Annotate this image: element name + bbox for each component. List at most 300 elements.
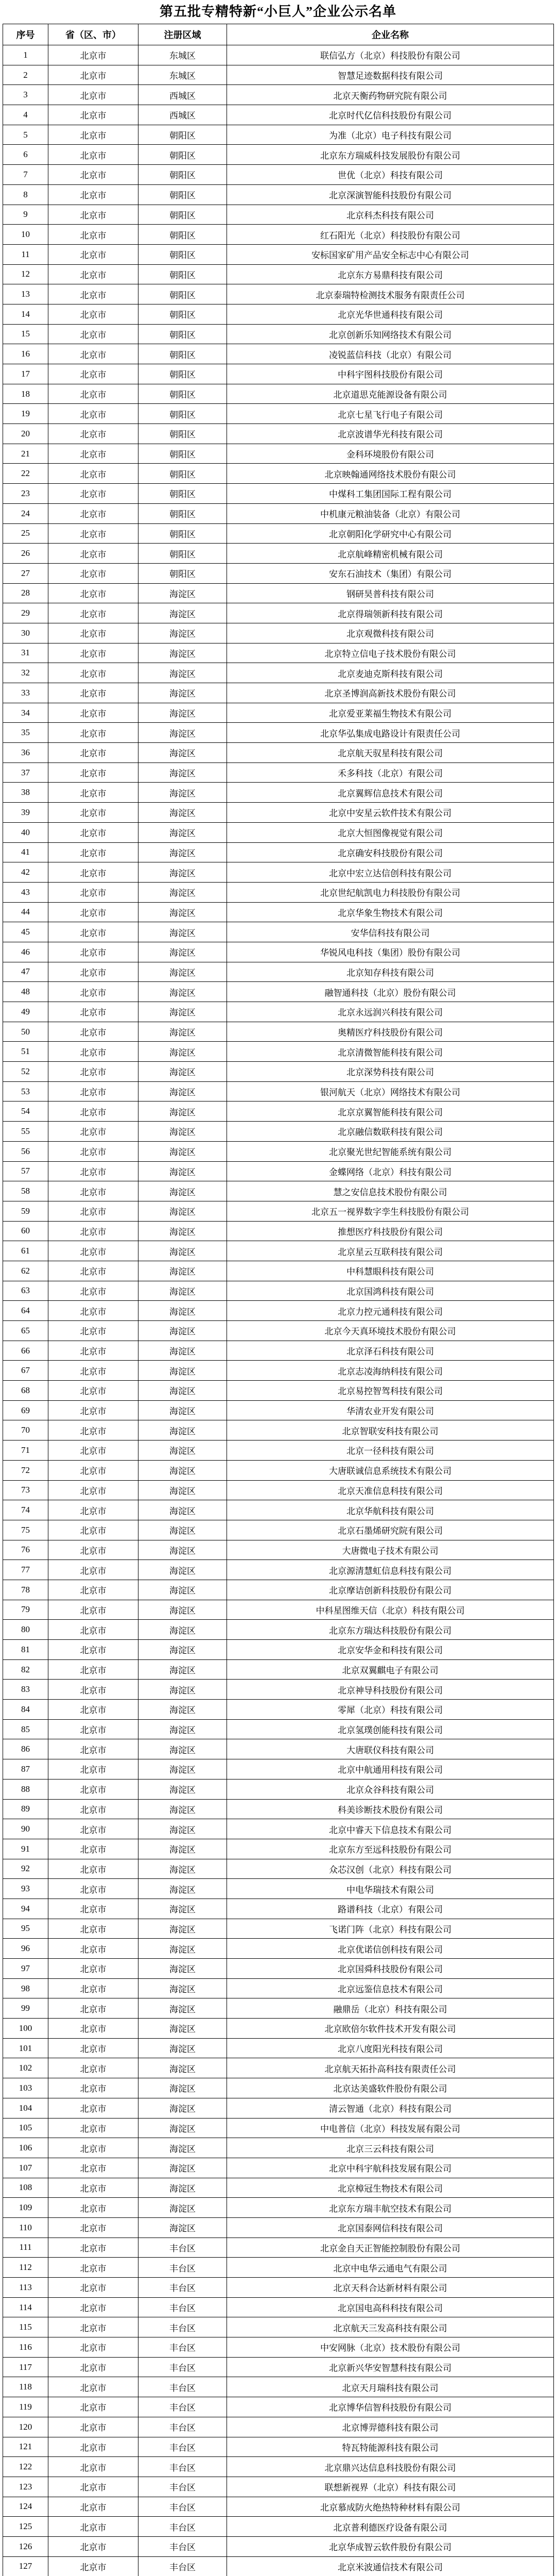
cell-province: 北京市 bbox=[48, 603, 138, 623]
cell-province: 北京市 bbox=[48, 2556, 138, 2576]
table-row bbox=[3, 2178, 554, 2198]
cell-company-name: 北京国舜科技股份有限公司 bbox=[227, 1959, 554, 1979]
cell-index: 65 bbox=[3, 1321, 48, 1341]
cell-company-name: 北京智联安科技有限公司 bbox=[227, 1420, 554, 1440]
cell-index: 103 bbox=[3, 2078, 48, 2098]
cell-province: 北京市 bbox=[48, 922, 138, 942]
cell-district: 丰台区 bbox=[138, 2437, 227, 2457]
cell-province: 北京市 bbox=[48, 1181, 138, 1201]
table-row bbox=[3, 1779, 554, 1799]
cell-province: 北京市 bbox=[48, 962, 138, 982]
table-row bbox=[3, 1381, 554, 1401]
cell-company-name: 科美诊断技术股份有限公司 bbox=[227, 1799, 554, 1819]
cell-province: 北京市 bbox=[48, 1101, 138, 1122]
cell-province: 北京市 bbox=[48, 145, 138, 165]
table-row bbox=[3, 2278, 554, 2298]
cell-province: 北京市 bbox=[48, 862, 138, 883]
cell-index: 8 bbox=[3, 184, 48, 205]
cell-district: 丰台区 bbox=[138, 2377, 227, 2397]
cell-index: 90 bbox=[3, 1819, 48, 1839]
cell-district: 海淀区 bbox=[138, 1759, 227, 1780]
cell-index: 30 bbox=[3, 623, 48, 643]
cell-province: 北京市 bbox=[48, 125, 138, 145]
table-row bbox=[3, 1341, 554, 1361]
table-row bbox=[3, 65, 554, 85]
cell-company-name: 北京爱亚莱福生物技术有限公司 bbox=[227, 703, 554, 723]
table-row bbox=[3, 1580, 554, 1600]
cell-index: 97 bbox=[3, 1959, 48, 1979]
cell-index: 41 bbox=[3, 842, 48, 862]
cell-province: 北京市 bbox=[48, 703, 138, 723]
cell-company-name: 众芯汉创（北京）科技有限公司 bbox=[227, 1859, 554, 1879]
cell-province: 北京市 bbox=[48, 1022, 138, 1042]
cell-index: 66 bbox=[3, 1341, 48, 1361]
cell-province: 北京市 bbox=[48, 45, 138, 65]
cell-company-name: 为准（北京）电子科技有限公司 bbox=[227, 125, 554, 145]
cell-index: 7 bbox=[3, 165, 48, 185]
table-row bbox=[3, 2198, 554, 2218]
cell-province: 北京市 bbox=[48, 822, 138, 842]
cell-province: 北京市 bbox=[48, 2198, 138, 2218]
cell-company-name: 北京安华金和科技有限公司 bbox=[227, 1640, 554, 1660]
table-row bbox=[3, 1939, 554, 1959]
cell-district: 朝阳区 bbox=[138, 264, 227, 284]
table-row bbox=[3, 1181, 554, 1201]
table-row bbox=[3, 1241, 554, 1261]
table-row bbox=[3, 2517, 554, 2537]
cell-district: 海淀区 bbox=[138, 1420, 227, 1440]
cell-province: 北京市 bbox=[48, 2477, 138, 2497]
cell-district: 丰台区 bbox=[138, 2556, 227, 2576]
table-row bbox=[3, 982, 554, 1002]
table-row bbox=[3, 284, 554, 304]
cell-company-name: 北京三云科技有限公司 bbox=[227, 2138, 554, 2158]
cell-province: 北京市 bbox=[48, 2297, 138, 2317]
cell-district: 海淀区 bbox=[138, 1002, 227, 1022]
table-row bbox=[3, 822, 554, 842]
table-row bbox=[3, 2019, 554, 2039]
cell-company-name: 银河航天（北京）网络技术有限公司 bbox=[227, 1081, 554, 1101]
cell-index: 63 bbox=[3, 1281, 48, 1301]
table-row bbox=[3, 364, 554, 384]
cell-index: 126 bbox=[3, 2536, 48, 2556]
cell-district: 海淀区 bbox=[138, 842, 227, 862]
cell-index: 86 bbox=[3, 1739, 48, 1759]
cell-index: 36 bbox=[3, 743, 48, 763]
cell-district: 海淀区 bbox=[138, 1440, 227, 1461]
cell-province: 北京市 bbox=[48, 2019, 138, 2039]
cell-index: 38 bbox=[3, 783, 48, 803]
cell-company-name: 北京东方易鼎科技有限公司 bbox=[227, 264, 554, 284]
cell-province: 北京市 bbox=[48, 1261, 138, 1281]
table-row bbox=[3, 1440, 554, 1461]
cell-district: 朝阳区 bbox=[138, 444, 227, 464]
cell-company-name: 北京航天三发高科技有限公司 bbox=[227, 2317, 554, 2337]
cell-province: 北京市 bbox=[48, 2078, 138, 2098]
cell-company-name: 北京大恒图像视觉有限公司 bbox=[227, 822, 554, 842]
cell-province: 北京市 bbox=[48, 1281, 138, 1301]
cell-district: 海淀区 bbox=[138, 1301, 227, 1321]
cell-province: 北京市 bbox=[48, 1081, 138, 1101]
cell-province: 北京市 bbox=[48, 762, 138, 783]
cell-index: 106 bbox=[3, 2138, 48, 2158]
cell-company-name: 北京力控元通科技有限公司 bbox=[227, 1301, 554, 1321]
cell-province: 北京市 bbox=[48, 2317, 138, 2337]
cell-company-name: 北京华航科技有限公司 bbox=[227, 1500, 554, 1520]
cell-index: 29 bbox=[3, 603, 48, 623]
cell-province: 北京市 bbox=[48, 1839, 138, 1859]
table-row bbox=[3, 2536, 554, 2556]
cell-province: 北京市 bbox=[48, 503, 138, 523]
cell-company-name: 北京达美盛软件股份有限公司 bbox=[227, 2078, 554, 2098]
cell-district: 海淀区 bbox=[138, 962, 227, 982]
cell-district: 海淀区 bbox=[138, 1739, 227, 1759]
cell-index: 71 bbox=[3, 1440, 48, 1461]
cell-district: 海淀区 bbox=[138, 743, 227, 763]
cell-district: 西城区 bbox=[138, 85, 227, 105]
cell-index: 82 bbox=[3, 1659, 48, 1680]
cell-company-name: 北京麦迪克斯科技有限公司 bbox=[227, 663, 554, 683]
cell-company-name: 中安网脉（北京）技术股份有限公司 bbox=[227, 2337, 554, 2358]
cell-company-name: 飞诺门阵（北京）科技有限公司 bbox=[227, 1919, 554, 1939]
cell-company-name: 清云智通（北京）科技有限公司 bbox=[227, 2098, 554, 2118]
table-row bbox=[3, 444, 554, 464]
cell-district: 朝阳区 bbox=[138, 544, 227, 564]
cell-district: 海淀区 bbox=[138, 1341, 227, 1361]
table-row bbox=[3, 165, 554, 185]
cell-index: 6 bbox=[3, 145, 48, 165]
table-row bbox=[3, 2058, 554, 2078]
cell-company-name: 中科慧眼科技有限公司 bbox=[227, 1261, 554, 1281]
cell-company-name: 北京一径科技有限公司 bbox=[227, 1440, 554, 1461]
cell-index: 57 bbox=[3, 1161, 48, 1181]
cell-province: 北京市 bbox=[48, 1361, 138, 1381]
cell-province: 北京市 bbox=[48, 882, 138, 902]
table-row bbox=[3, 1221, 554, 1241]
cell-index: 43 bbox=[3, 882, 48, 902]
cell-company-name: 中科星图维天信（北京）科技有限公司 bbox=[227, 1600, 554, 1620]
cell-company-name: 北京航峰精密机械有限公司 bbox=[227, 544, 554, 564]
cell-company-name: 北京中科宇航科技发展有限公司 bbox=[227, 2158, 554, 2178]
table-row bbox=[3, 1301, 554, 1321]
cell-province: 北京市 bbox=[48, 1759, 138, 1780]
cell-index: 1 bbox=[3, 45, 48, 65]
table-row bbox=[3, 544, 554, 564]
cell-district: 海淀区 bbox=[138, 2098, 227, 2118]
cell-province: 北京市 bbox=[48, 384, 138, 404]
cell-district: 海淀区 bbox=[138, 1181, 227, 1201]
cell-province: 北京市 bbox=[48, 1939, 138, 1959]
cell-district: 海淀区 bbox=[138, 1081, 227, 1101]
cell-index: 93 bbox=[3, 1879, 48, 1899]
cell-province: 北京市 bbox=[48, 1141, 138, 1161]
table-row bbox=[3, 1959, 554, 1979]
table-row bbox=[3, 503, 554, 523]
cell-index: 95 bbox=[3, 1919, 48, 1939]
cell-district: 海淀区 bbox=[138, 1062, 227, 1082]
cell-district: 丰台区 bbox=[138, 2417, 227, 2437]
cell-province: 北京市 bbox=[48, 544, 138, 564]
cell-index: 104 bbox=[3, 2098, 48, 2118]
table-row bbox=[3, 2477, 554, 2497]
table-row bbox=[3, 484, 554, 504]
cell-index: 34 bbox=[3, 703, 48, 723]
column-header-province: 省（区、市） bbox=[48, 24, 138, 45]
table-row bbox=[3, 2098, 554, 2118]
cell-index: 123 bbox=[3, 2477, 48, 2497]
cell-company-name: 融智通科技（北京）股份有限公司 bbox=[227, 982, 554, 1002]
cell-province: 北京市 bbox=[48, 623, 138, 643]
cell-province: 北京市 bbox=[48, 982, 138, 1002]
cell-company-name: 北京东方瑞丰航空技术有限公司 bbox=[227, 2198, 554, 2218]
cell-company-name: 智慧足迹数据科技有限公司 bbox=[227, 65, 554, 85]
cell-index: 27 bbox=[3, 563, 48, 583]
table-row bbox=[3, 45, 554, 65]
table-row bbox=[3, 2357, 554, 2377]
table-row bbox=[3, 1261, 554, 1281]
company-list-table bbox=[3, 24, 554, 2576]
cell-index: 105 bbox=[3, 2118, 48, 2138]
cell-company-name: 金蝶网络（北京）科技有限公司 bbox=[227, 1161, 554, 1181]
cell-index: 76 bbox=[3, 1540, 48, 1560]
cell-province: 北京市 bbox=[48, 2038, 138, 2058]
cell-district: 海淀区 bbox=[138, 1899, 227, 1919]
cell-district: 朝阳区 bbox=[138, 484, 227, 504]
table-row bbox=[3, 563, 554, 583]
cell-province: 北京市 bbox=[48, 523, 138, 544]
cell-province: 北京市 bbox=[48, 165, 138, 185]
cell-province: 北京市 bbox=[48, 2217, 138, 2238]
cell-index: 47 bbox=[3, 962, 48, 982]
cell-district: 海淀区 bbox=[138, 2217, 227, 2238]
table-row bbox=[3, 1739, 554, 1759]
cell-index: 92 bbox=[3, 1859, 48, 1879]
cell-district: 海淀区 bbox=[138, 822, 227, 842]
cell-index: 58 bbox=[3, 1181, 48, 1201]
cell-company-name: 北京深势科技有限公司 bbox=[227, 1062, 554, 1082]
table-row bbox=[3, 1640, 554, 1660]
cell-province: 北京市 bbox=[48, 344, 138, 364]
cell-company-name: 北京深演智能科技股份有限公司 bbox=[227, 184, 554, 205]
table-row bbox=[3, 603, 554, 623]
cell-district: 丰台区 bbox=[138, 2497, 227, 2517]
table-row bbox=[3, 1500, 554, 1520]
cell-company-name: 北京国泰网信科技有限公司 bbox=[227, 2217, 554, 2238]
cell-company-name: 推想医疗科技股份有限公司 bbox=[227, 1221, 554, 1241]
cell-district: 海淀区 bbox=[138, 1939, 227, 1959]
cell-index: 50 bbox=[3, 1022, 48, 1042]
cell-company-name: 北京朝阳化学研究中心有限公司 bbox=[227, 523, 554, 544]
table-row bbox=[3, 643, 554, 663]
table-row bbox=[3, 663, 554, 683]
cell-district: 朝阳区 bbox=[138, 563, 227, 583]
cell-company-name: 北京博华信智科技股份有限公司 bbox=[227, 2397, 554, 2417]
cell-province: 北京市 bbox=[48, 1739, 138, 1759]
cell-province: 北京市 bbox=[48, 105, 138, 125]
cell-index: 124 bbox=[3, 2497, 48, 2517]
cell-company-name: 北京新兴华安智慧科技有限公司 bbox=[227, 2357, 554, 2377]
cell-company-name: 北京聚光世纪智能系统有限公司 bbox=[227, 1141, 554, 1161]
cell-province: 北京市 bbox=[48, 2178, 138, 2198]
cell-district: 海淀区 bbox=[138, 1381, 227, 1401]
table-row bbox=[3, 1978, 554, 1998]
cell-company-name: 北京波谱华光科技有限公司 bbox=[227, 424, 554, 444]
cell-company-name: 大唐微电子技术有限公司 bbox=[227, 1540, 554, 1560]
cell-company-name: 安东石油技术（集团）有限公司 bbox=[227, 563, 554, 583]
cell-province: 北京市 bbox=[48, 1301, 138, 1321]
cell-index: 70 bbox=[3, 1420, 48, 1440]
cell-index: 89 bbox=[3, 1799, 48, 1819]
cell-province: 北京市 bbox=[48, 1460, 138, 1480]
cell-district: 海淀区 bbox=[138, 683, 227, 703]
cell-district: 海淀区 bbox=[138, 1580, 227, 1600]
cell-company-name: 北京华成智云软件股份有限公司 bbox=[227, 2536, 554, 2556]
cell-province: 北京市 bbox=[48, 1201, 138, 1221]
cell-district: 海淀区 bbox=[138, 1520, 227, 1540]
table-row bbox=[3, 1839, 554, 1859]
table-row bbox=[3, 1460, 554, 1480]
cell-company-name: 北京天科合达新材料有限公司 bbox=[227, 2278, 554, 2298]
cell-province: 北京市 bbox=[48, 2457, 138, 2477]
table-row bbox=[3, 1281, 554, 1301]
cell-index: 44 bbox=[3, 902, 48, 922]
cell-province: 北京市 bbox=[48, 364, 138, 384]
cell-index: 28 bbox=[3, 583, 48, 603]
table-row bbox=[3, 384, 554, 404]
cell-district: 海淀区 bbox=[138, 1540, 227, 1560]
cell-province: 北京市 bbox=[48, 2536, 138, 2556]
cell-company-name: 北京泽石科技有限公司 bbox=[227, 1341, 554, 1361]
cell-district: 丰台区 bbox=[138, 2536, 227, 2556]
cell-company-name: 北京华弘集成电路设计有限责任公司 bbox=[227, 723, 554, 743]
cell-province: 北京市 bbox=[48, 683, 138, 703]
cell-index: 100 bbox=[3, 2019, 48, 2039]
page-title: 第五批专精特新“小巨人”企业公示名单 bbox=[159, 4, 396, 19]
cell-index: 69 bbox=[3, 1400, 48, 1420]
table-row bbox=[3, 683, 554, 703]
cell-province: 北京市 bbox=[48, 2118, 138, 2138]
cell-company-name: 北京众谷科技有限公司 bbox=[227, 1779, 554, 1799]
cell-district: 东城区 bbox=[138, 45, 227, 65]
cell-index: 96 bbox=[3, 1939, 48, 1959]
table-row bbox=[3, 2337, 554, 2358]
cell-company-name: 北京融信数联科技有限公司 bbox=[227, 1122, 554, 1142]
cell-district: 海淀区 bbox=[138, 1560, 227, 1580]
cell-province: 北京市 bbox=[48, 424, 138, 444]
cell-district: 海淀区 bbox=[138, 2158, 227, 2178]
cell-province: 北京市 bbox=[48, 2497, 138, 2517]
cell-company-name: 北京得瑞领新科技有限公司 bbox=[227, 603, 554, 623]
cell-province: 北京市 bbox=[48, 1799, 138, 1819]
cell-company-name: 北京世纪航凯电力科技股份有限公司 bbox=[227, 882, 554, 902]
cell-index: 15 bbox=[3, 324, 48, 344]
table-row bbox=[3, 85, 554, 105]
cell-district: 海淀区 bbox=[138, 2019, 227, 2039]
cell-company-name: 北京东方瑞达科技股份有限公司 bbox=[227, 1620, 554, 1640]
cell-company-name: 安华信科技有限公司 bbox=[227, 922, 554, 942]
cell-company-name: 北京五一视界数字孪生科技股份有限公司 bbox=[227, 1201, 554, 1221]
cell-district: 海淀区 bbox=[138, 1799, 227, 1819]
cell-province: 北京市 bbox=[48, 1420, 138, 1440]
table-row bbox=[3, 2158, 554, 2178]
cell-district: 海淀区 bbox=[138, 1959, 227, 1979]
cell-company-name: 大唐联诚信息系统技术有限公司 bbox=[227, 1460, 554, 1480]
table-row bbox=[3, 2457, 554, 2477]
cell-index: 39 bbox=[3, 803, 48, 823]
table-row bbox=[3, 324, 554, 344]
table-row bbox=[3, 743, 554, 763]
cell-index: 35 bbox=[3, 723, 48, 743]
cell-district: 海淀区 bbox=[138, 1819, 227, 1839]
table-row bbox=[3, 1201, 554, 1221]
cell-district: 朝阳区 bbox=[138, 344, 227, 364]
cell-province: 北京市 bbox=[48, 1122, 138, 1142]
cell-company-name: 钢研昊普科技有限公司 bbox=[227, 583, 554, 603]
cell-province: 北京市 bbox=[48, 1221, 138, 1241]
cell-index: 117 bbox=[3, 2357, 48, 2377]
column-header-district: 注册区域 bbox=[138, 24, 227, 45]
cell-index: 74 bbox=[3, 1500, 48, 1520]
cell-index: 91 bbox=[3, 1839, 48, 1859]
cell-index: 22 bbox=[3, 464, 48, 484]
cell-district: 海淀区 bbox=[138, 882, 227, 902]
cell-company-name: 奥精医疗科技股份有限公司 bbox=[227, 1022, 554, 1042]
table-row bbox=[3, 205, 554, 225]
cell-index: 37 bbox=[3, 762, 48, 783]
cell-index: 42 bbox=[3, 862, 48, 883]
table-row bbox=[3, 862, 554, 883]
cell-index: 121 bbox=[3, 2437, 48, 2457]
table-row bbox=[3, 1361, 554, 1381]
cell-company-name: 北京优诺信创科技有限公司 bbox=[227, 1939, 554, 1959]
cell-province: 北京市 bbox=[48, 583, 138, 603]
cell-province: 北京市 bbox=[48, 2098, 138, 2118]
table-row bbox=[3, 2437, 554, 2457]
cell-company-name: 北京神导科技股份有限公司 bbox=[227, 1680, 554, 1700]
cell-company-name: 北京圣博润高新技术股份有限公司 bbox=[227, 683, 554, 703]
table-row bbox=[3, 1321, 554, 1341]
cell-index: 60 bbox=[3, 1221, 48, 1241]
cell-district: 丰台区 bbox=[138, 2297, 227, 2317]
cell-index: 45 bbox=[3, 922, 48, 942]
cell-company-name: 北京七星飞行电子有限公司 bbox=[227, 404, 554, 424]
table-row bbox=[3, 1520, 554, 1540]
cell-index: 26 bbox=[3, 544, 48, 564]
cell-company-name: 北京天月瑞科技有限公司 bbox=[227, 2377, 554, 2397]
table-row bbox=[3, 1620, 554, 1640]
table-row bbox=[3, 1480, 554, 1500]
cell-company-name: 华锐风电科技（集团）股份有限公司 bbox=[227, 942, 554, 962]
cell-province: 北京市 bbox=[48, 1978, 138, 1998]
cell-province: 北京市 bbox=[48, 1998, 138, 2019]
cell-district: 朝阳区 bbox=[138, 523, 227, 544]
cell-company-name: 北京米波通信技术有限公司 bbox=[227, 2556, 554, 2576]
cell-district: 朝阳区 bbox=[138, 304, 227, 324]
cell-index: 109 bbox=[3, 2198, 48, 2218]
cell-index: 16 bbox=[3, 344, 48, 364]
cell-index: 122 bbox=[3, 2457, 48, 2477]
cell-district: 海淀区 bbox=[138, 1680, 227, 1700]
cell-company-name: 北京时代亿信科技股份有限公司 bbox=[227, 105, 554, 125]
cell-index: 55 bbox=[3, 1122, 48, 1142]
cell-district: 海淀区 bbox=[138, 1700, 227, 1720]
cell-company-name: 北京慕成防火绝热特种材料有限公司 bbox=[227, 2497, 554, 2517]
cell-company-name: 路谱科技（北京）有限公司 bbox=[227, 1899, 554, 1919]
table-row bbox=[3, 583, 554, 603]
cell-company-name: 联想新视界（北京）科技有限公司 bbox=[227, 2477, 554, 2497]
table-row bbox=[3, 2258, 554, 2278]
cell-province: 北京市 bbox=[48, 1002, 138, 1022]
